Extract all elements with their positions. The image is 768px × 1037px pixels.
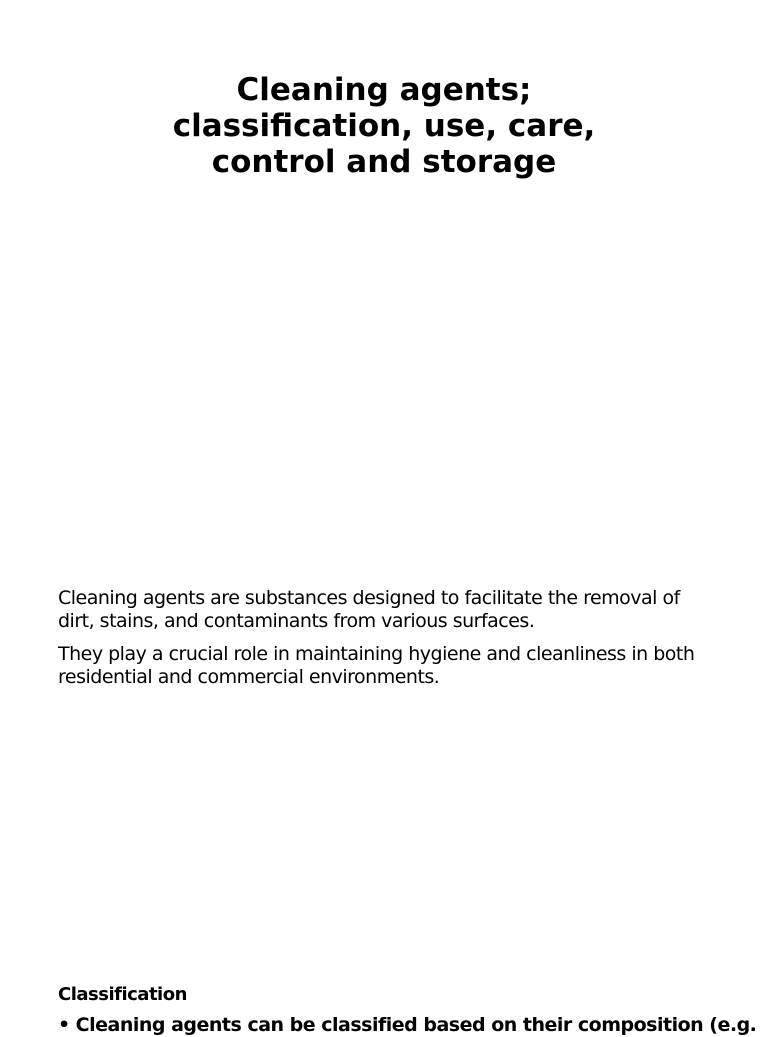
bullet-item	[58, 1014, 757, 1037]
document-title	[0, 72, 768, 180]
title-line-2: classification, use, care,	[172, 108, 596, 144]
bullet-text: Cleaning agents can be classified based on their composition (e.g.	[75, 1014, 757, 1036]
section-heading-classification: Classification	[58, 984, 187, 1005]
intro-paragraph-2: They play a crucial role in maintaining hygiene and cleanliness in both residential and commercial environments.	[58, 643, 695, 688]
intro-section	[58, 587, 718, 699]
intro-paragraph-1: Cleaning agents are substances designed to facilitate the removal of dirt, stains, and contaminants from various surfaces.	[58, 587, 680, 632]
bullet-icon: •	[58, 1014, 70, 1036]
title-line-1: Cleaning agents;	[236, 72, 532, 108]
title-line-3: control and storage	[211, 144, 557, 180]
